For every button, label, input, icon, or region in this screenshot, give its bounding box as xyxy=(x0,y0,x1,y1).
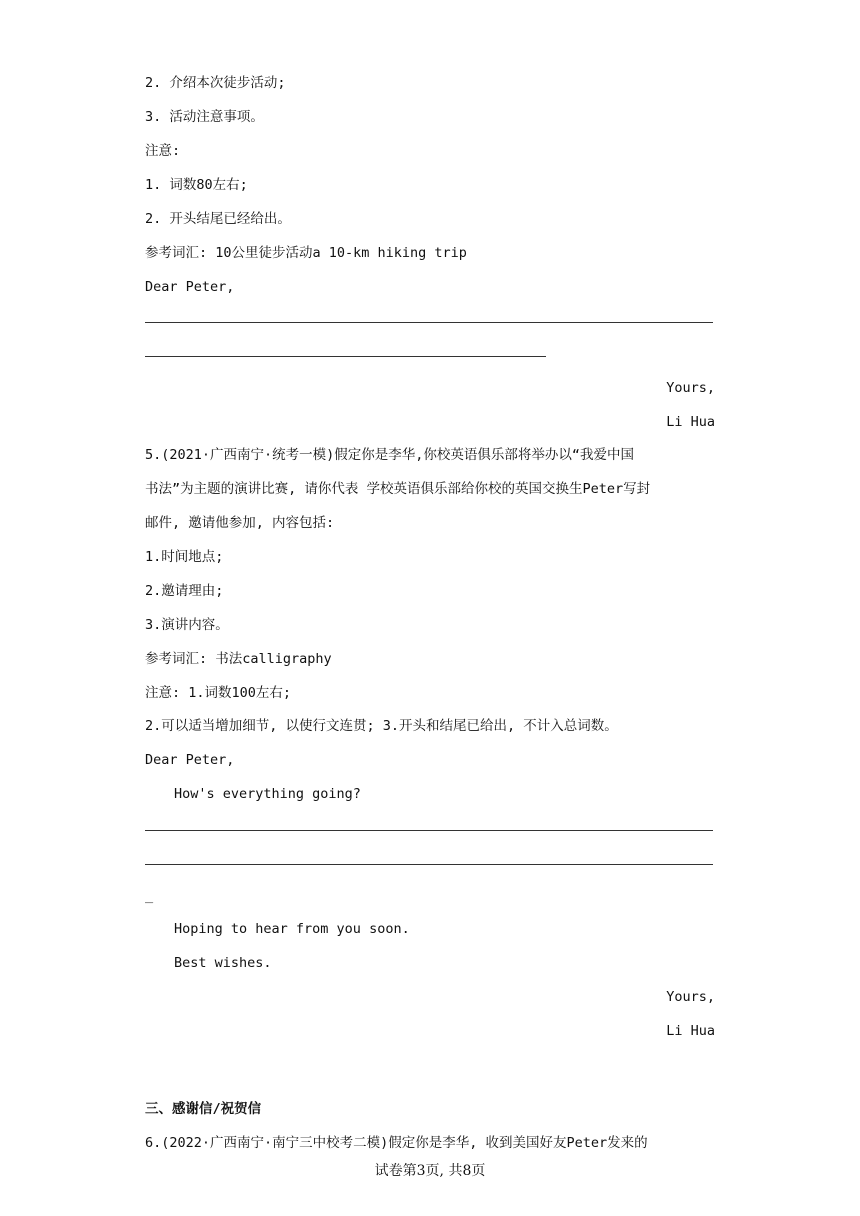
closing-yours: Yours, xyxy=(666,380,715,396)
question-5-line-3: 邮件, 邀请他参加, 内容包括: xyxy=(145,515,335,531)
content-point-2: 2.邀请理由; xyxy=(145,583,224,599)
question-5-line-2: 书法”为主题的演讲比赛, 请你代表 学校英语俱乐部给你校的英国交换生Peter写封 xyxy=(145,481,651,497)
signature: Li Hua xyxy=(666,414,715,430)
note-item-1: 1. 词数80左右; xyxy=(145,177,248,193)
vocabulary-hint: 参考词汇: 书法calligraphy xyxy=(145,651,332,667)
section-heading: 三、感谢信/祝贺信 xyxy=(145,1101,262,1117)
content-point-1: 1.时间地点; xyxy=(145,549,224,565)
question-5-line-1: 5.(2021·广西南宁·统考一模)假定你是李华,你校英语俱乐部将举办以“我爱中国 xyxy=(145,447,635,463)
answer-line xyxy=(145,356,546,357)
answer-line xyxy=(145,830,713,831)
salutation: Dear Peter, xyxy=(145,752,235,768)
note-line-2: 2.可以适当增加细节, 以使行文连贯; 3.开头和结尾已给出, 不计入总词数。 xyxy=(145,718,618,734)
signature: Li Hua xyxy=(666,1023,715,1039)
answer-line xyxy=(145,864,713,865)
note-item-2: 2. 开头结尾已经给出。 xyxy=(145,211,291,227)
answer-line xyxy=(145,322,713,323)
question-6-line-1: 6.(2022·广西南宁·南宁三中校考二模)假定你是李华, 收到美国好友Peter发来的 xyxy=(145,1135,648,1151)
note-line-1: 注意: 1.词数100左右; xyxy=(145,685,292,701)
requirement-line-2: 2. 介绍本次徒步活动; xyxy=(145,75,286,91)
closing-sentence: Hoping to hear from you soon. xyxy=(174,921,410,937)
content-point-3: 3.演讲内容。 xyxy=(145,617,229,633)
best-wishes: Best wishes. xyxy=(174,955,272,971)
page-footer: 试卷第3页, 共8页 xyxy=(374,1163,486,1179)
requirement-line-3: 3. 活动注意事项。 xyxy=(145,109,264,125)
opening-sentence: How's everything going? xyxy=(174,786,361,802)
answer-line-end: _ xyxy=(145,888,154,904)
note-heading: 注意: xyxy=(145,143,181,159)
vocabulary-hint: 参考词汇: 10公里徒步活动a 10-km hiking trip xyxy=(145,245,467,261)
closing-yours: Yours, xyxy=(666,989,715,1005)
salutation: Dear Peter, xyxy=(145,279,235,295)
